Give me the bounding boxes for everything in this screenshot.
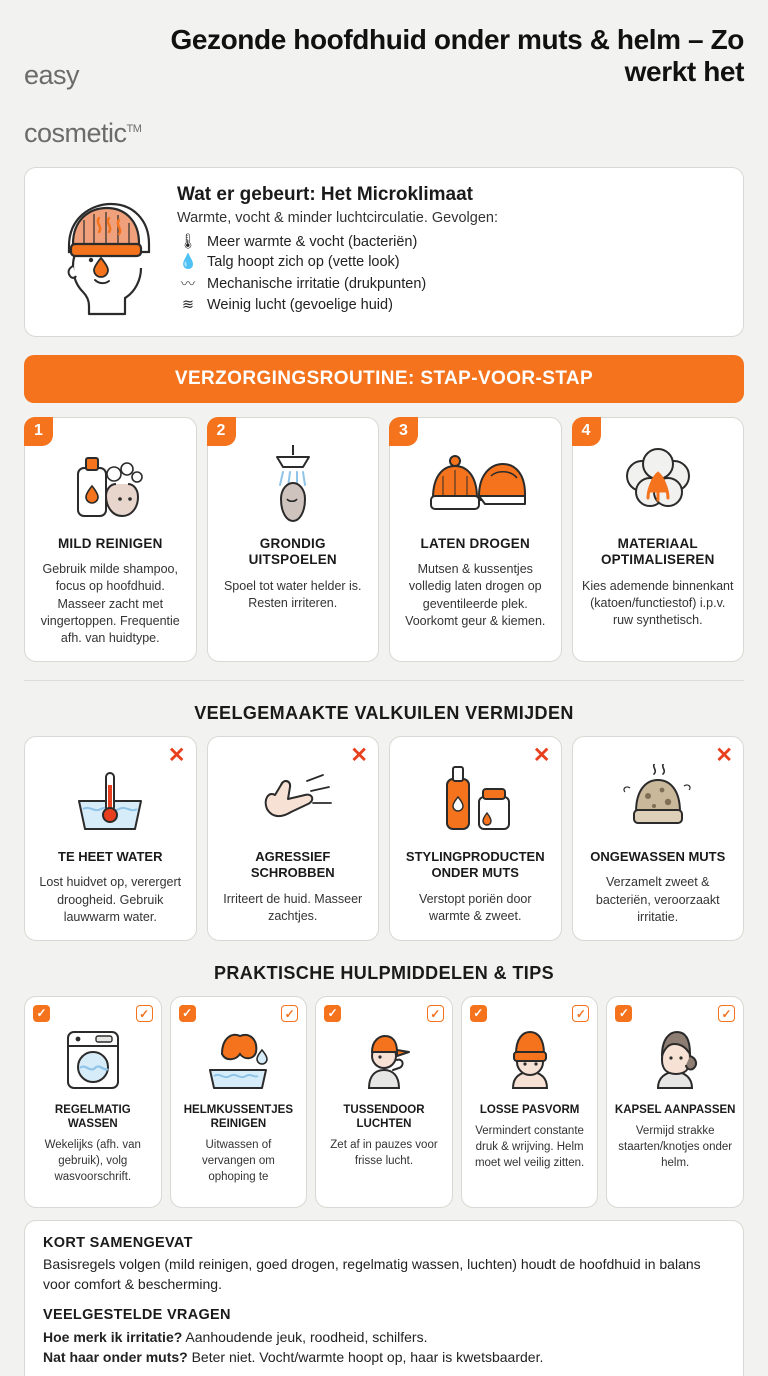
- faq-question: Hoe merk ik irritatie?: [43, 1329, 183, 1346]
- faq-item: [43, 1347, 725, 1367]
- summary-heading: KORT SAMENGEVAT: [43, 1235, 193, 1252]
- oil-drop-icon: 💧: [178, 254, 198, 271]
- pitfall-card: [389, 736, 562, 941]
- pitfall-title: TE HEET WATER: [58, 849, 163, 865]
- logo-trademark: TM: [126, 123, 142, 136]
- logo-line-1: easy: [24, 60, 80, 91]
- microclimate-item-label: Mechanische irritatie (drukpunten): [207, 275, 427, 292]
- pitfalls-heading: VEELGEMAAKTE VALKUILEN VERMIJDEN: [194, 703, 574, 724]
- head-with-beanie-icon: [35, 182, 167, 320]
- pitfall-title: ONGEWASSEN MUTS: [590, 849, 726, 865]
- step-title: LATEN DROGEN: [420, 535, 530, 551]
- list-item: [177, 232, 727, 252]
- pitfall-text: Verstopt poriën door warmte & zweet.: [418, 891, 532, 923]
- checkbox-outline-icon[interactable]: ✓: [281, 1005, 298, 1022]
- tip-title: HELMKUSSENTJES REINIGEN: [183, 1104, 294, 1131]
- pitfall-card: [572, 736, 745, 941]
- step-text: Kies ademende binnenkant (katoen/functiestof) i.p.v. ruw synthetisch.: [581, 578, 734, 628]
- summary-text: Basisregels volgen (mild reinigen, goed drogen, regelmatig wassen, luchten) houdt de hoofdhuid in balans voor comfort & bescherming.: [43, 1256, 701, 1293]
- microclimate-body: [177, 182, 727, 315]
- cross-icon: ✕: [715, 744, 733, 768]
- tip-title: TUSSENDOOR LUCHTEN: [343, 1104, 425, 1131]
- pitfall-text: Irriteert de huid. Masseer zachtjes.: [223, 891, 363, 923]
- brand-logo: [24, 24, 141, 149]
- checkbox-checked-icon[interactable]: ✓: [33, 1005, 50, 1022]
- step-text: Spoel tot water helder is. Resten irriteren.: [223, 578, 362, 610]
- cross-icon: ✕: [167, 744, 186, 768]
- microclimate-item-label: Talg hoopt zich op (vette look): [207, 253, 400, 270]
- tip-card: [24, 996, 162, 1208]
- hot-water-thermometer-icon: [34, 763, 187, 837]
- faq-item: [43, 1327, 725, 1347]
- header: [24, 24, 744, 149]
- wind-icon: ≋: [181, 297, 195, 314]
- tip-title: KAPSEL AANPASSEN: [614, 1104, 736, 1117]
- step-number-badge: 3: [389, 417, 418, 446]
- checkbox-checked-icon[interactable]: ✓: [179, 1005, 196, 1022]
- step-title: GRONDIG UITSPOELEN: [248, 535, 337, 568]
- checkbox-outline-icon[interactable]: ✓: [572, 1005, 589, 1022]
- beanie-helmet-icon: [399, 442, 552, 526]
- pitfalls-grid: [24, 736, 744, 941]
- checkbox-checked-icon[interactable]: ✓: [470, 1005, 487, 1022]
- tip-card: [461, 996, 599, 1208]
- faq-question: Nat haar onder muts?: [43, 1349, 188, 1366]
- microclimate-subtitle: Warmte, vocht & minder luchtcirculatie. Gevolgen:: [177, 209, 499, 226]
- pitfall-title: AGRESSIEF SCHROBBEN: [250, 849, 335, 881]
- steps-grid: [24, 417, 744, 663]
- page-title: Gezonde hoofdhuid onder muts & helm – Zo werkt het: [170, 24, 744, 88]
- cross-icon: ✕: [532, 744, 551, 768]
- tip-text: Zet af in pauzes voor frisse lucht.: [330, 1139, 438, 1167]
- tip-card: [315, 996, 453, 1208]
- tip-text: Vermindert constante druk & wrijving. Helm moet wel veilig zitten.: [474, 1125, 585, 1169]
- tip-title: REGELMATIG WASSEN: [54, 1104, 131, 1131]
- microclimate-item-label: Weinig lucht (gevoelige huid): [207, 297, 393, 314]
- step-card: [572, 417, 745, 663]
- loose-fit-beanie-icon: [469, 1025, 591, 1093]
- step-number-badge: 2: [207, 417, 236, 446]
- tip-card: [170, 996, 308, 1208]
- checkbox-outline-icon[interactable]: ✓: [427, 1005, 444, 1022]
- divider: [24, 680, 744, 681]
- pitfall-text: Verzamelt zweet & bacteriën, veroorzaakt irritatie.: [595, 875, 720, 924]
- tip-title: LOSSE PASVORM: [479, 1104, 580, 1117]
- step-text: Mutsen & kussentjes volledig laten drogen op geventileerde plek. Voorkomt geur & kiemen.: [405, 562, 546, 628]
- hairstyle-icon: [614, 1025, 736, 1093]
- step-card: [207, 417, 380, 663]
- tip-text: Vermijd strakke staarten/knotjes onder helm.: [618, 1125, 733, 1169]
- checkbox-checked-icon[interactable]: ✓: [615, 1005, 632, 1022]
- pitfall-text: Lost huidvet op, verergert droogheid. Gebruik lauwwarm water.: [39, 875, 182, 924]
- washing-machine-icon: [32, 1025, 154, 1093]
- step-text: Gebruik milde shampoo, focus op hoofdhuid. Masseer zacht met vingertoppen. Frequentie afh. van huidtype.: [40, 562, 180, 646]
- pitfall-card: [207, 736, 380, 941]
- faq-answer: Aanhoudende jeuk, roodheid, schilfers.: [185, 1329, 428, 1346]
- scrubbing-hand-icon: [217, 763, 370, 837]
- step-card: [389, 417, 562, 663]
- checkbox-checked-icon[interactable]: ✓: [324, 1005, 341, 1022]
- microclimate-list: [177, 232, 727, 315]
- checkbox-outline-icon[interactable]: ✓: [136, 1005, 153, 1022]
- list-item: [177, 272, 727, 296]
- cap-ventilation-icon: [323, 1025, 445, 1093]
- helmet-pads-wash-icon: [178, 1025, 300, 1093]
- step-number-badge: 1: [24, 417, 53, 446]
- step-title: MATERIAAL OPTIMALISEREN: [600, 535, 715, 568]
- microclimate-title: Wat er gebeurt: Het Microklimaat: [177, 183, 473, 205]
- tip-card: [606, 996, 744, 1208]
- shower-head-icon: [217, 442, 370, 526]
- pitfall-card: [24, 736, 197, 941]
- cross-icon: ✕: [350, 744, 368, 768]
- cotton-fabric-icon: [582, 442, 735, 526]
- friction-icon: 〰: [180, 277, 196, 294]
- tips-grid: [24, 996, 744, 1208]
- microclimate-item-label: Meer warmte & vocht (bacteriën): [207, 233, 418, 250]
- step-card: [24, 417, 197, 663]
- list-item: [177, 252, 727, 272]
- logo-line-2: cosmetic: [24, 118, 127, 149]
- styling-products-icon: [399, 763, 552, 837]
- pitfall-title: STYLINGPRODUCTEN ONDER MUTS: [405, 849, 545, 881]
- routine-banner: VERZORGINGSROUTINE: STAP-VOOR-STAP: [24, 355, 744, 403]
- faq-heading: VEELGESTELDE VRAGEN: [43, 1307, 231, 1324]
- step-title: MILD REINIGEN: [57, 535, 163, 551]
- dirty-beanie-icon: [582, 763, 735, 837]
- list-item: [177, 296, 727, 315]
- summary-card: [24, 1220, 744, 1376]
- thermometer-icon: 🌡: [178, 234, 198, 251]
- tip-text: Wekelijks (afh. van gebruik), volg wasvoorschrift.: [44, 1139, 141, 1183]
- tip-text: Uitwassen of vervangen om ophoping te: [201, 1139, 275, 1183]
- tips-heading: PRAKTISCHE HULPMIDDELEN & TIPS: [213, 963, 555, 984]
- checkbox-outline-icon[interactable]: ✓: [718, 1005, 735, 1022]
- microclimate-card: [24, 167, 744, 337]
- shampoo-bottle-icon: [34, 442, 187, 526]
- faq-answer: Beter niet. Vocht/warmte hoopt op, haar is kwetsbaarder.: [191, 1349, 544, 1366]
- step-number-badge: 4: [572, 417, 601, 446]
